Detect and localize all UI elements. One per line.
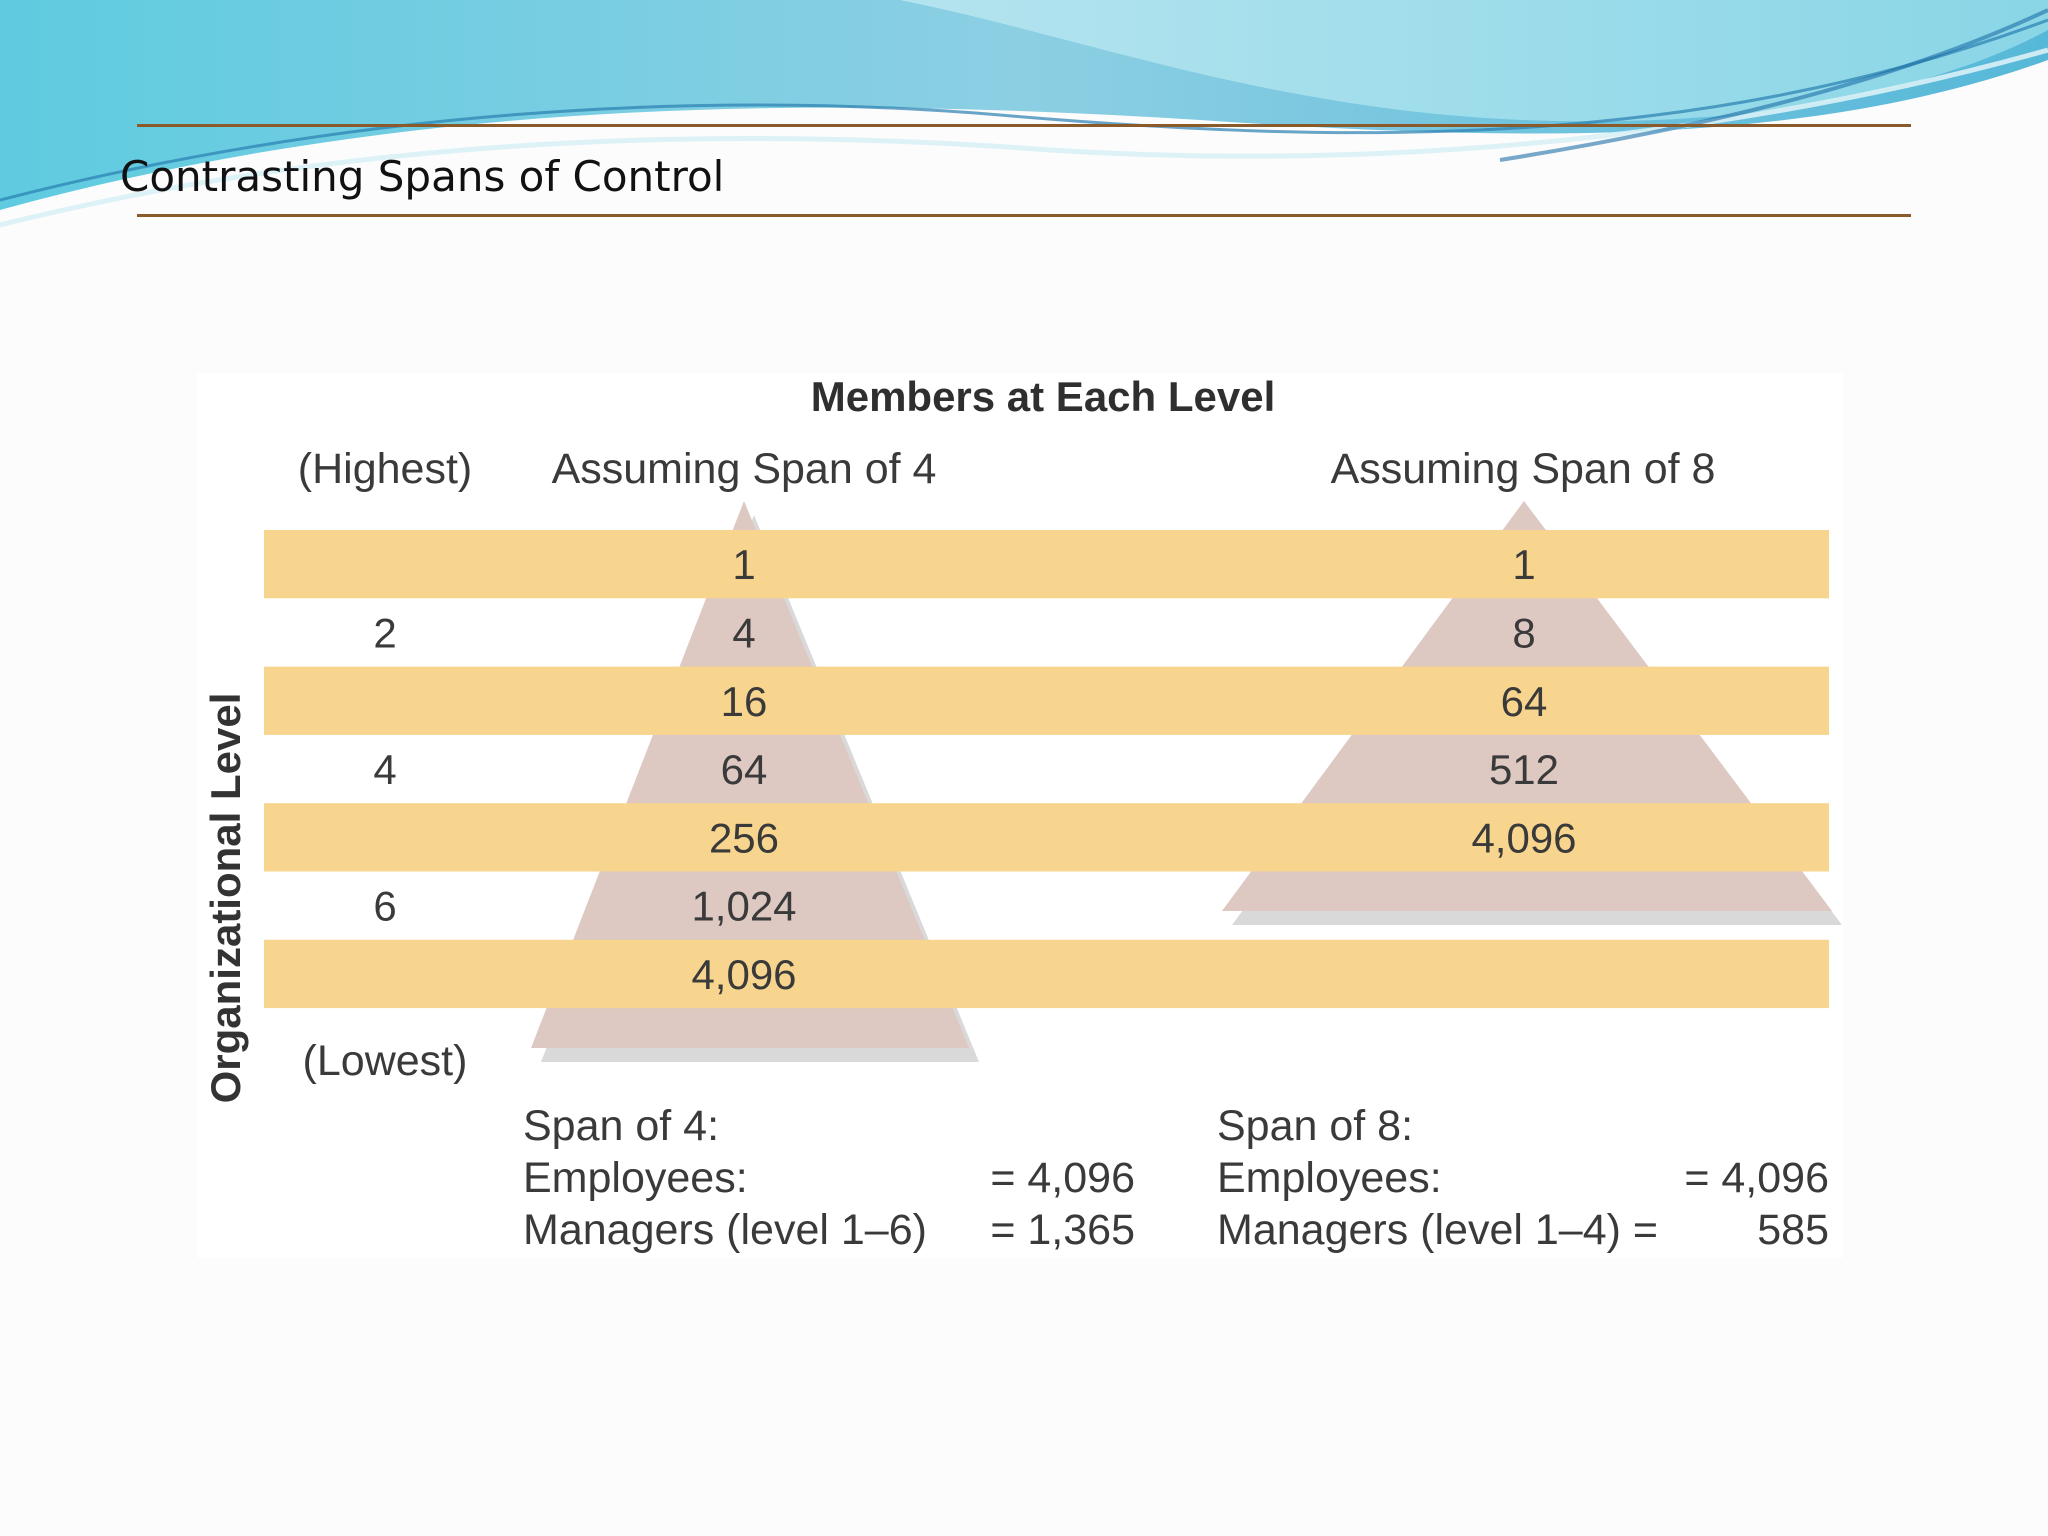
span4-managers-label: Managers (level 1–6) xyxy=(523,1206,927,1254)
figure-title: Members at Each Level xyxy=(810,373,1276,420)
span8-heading: Assuming Span of 8 xyxy=(1330,445,1716,493)
span8-level-value: 8 xyxy=(1512,609,1536,657)
span4-managers-value: = 1,365 xyxy=(990,1206,1135,1254)
axis-label-organizational-level: Organizational Level xyxy=(202,692,249,1104)
title-rule-top xyxy=(137,124,1911,127)
highest-label: (Highest) xyxy=(297,445,473,493)
span8-managers-value: 585 xyxy=(1757,1206,1829,1254)
span4-summary-title: Span of 4: xyxy=(523,1102,720,1150)
span4-employees-label: Employees: xyxy=(523,1154,748,1202)
span4-level-value: 4 xyxy=(732,609,756,657)
level-band xyxy=(264,530,1829,598)
level-band xyxy=(264,803,1829,871)
span4-employees-value: = 4,096 xyxy=(990,1154,1135,1202)
slide-title: Contrasting Spans of Control xyxy=(120,152,725,201)
span8-level-value: 1 xyxy=(1512,541,1536,589)
span8-summary-title: Span of 8: xyxy=(1217,1102,1414,1150)
lowest-label: (Lowest) xyxy=(302,1037,468,1085)
span8-level-value: 512 xyxy=(1488,746,1560,794)
level-number: 6 xyxy=(373,882,397,930)
span4-level-value: 64 xyxy=(720,746,768,794)
level-number: 2 xyxy=(373,609,397,657)
level-band xyxy=(264,940,1829,1008)
span4-level-value: 1 xyxy=(732,541,756,589)
span8-level-value: 64 xyxy=(1500,677,1548,725)
span8-managers-row xyxy=(1217,1204,1829,1256)
header-wave-banner xyxy=(0,0,2048,240)
span8-summary xyxy=(1217,1100,1829,1256)
level-band xyxy=(264,667,1829,735)
span8-employees-label: Employees: xyxy=(1217,1154,1442,1202)
span4-level-value: 16 xyxy=(720,677,768,725)
span4-level-value: 256 xyxy=(708,814,780,862)
span8-level-value: 4,096 xyxy=(1471,814,1577,862)
span4-level-value: 1,024 xyxy=(691,882,797,930)
level-number: 4 xyxy=(373,746,397,794)
span4-employees-row xyxy=(523,1152,1135,1204)
span8-managers-label: Managers (level 1–4) = xyxy=(1217,1206,1658,1254)
span8-employees-row xyxy=(1217,1152,1829,1204)
span4-managers-row xyxy=(523,1204,1135,1256)
span4-level-value: 4,096 xyxy=(691,950,797,998)
span-of-control-figure xyxy=(197,373,1843,1258)
span4-summary xyxy=(523,1100,1135,1256)
span8-employees-value: = 4,096 xyxy=(1684,1154,1829,1202)
span4-heading: Assuming Span of 4 xyxy=(551,445,937,493)
title-rule-bottom xyxy=(137,214,1911,217)
